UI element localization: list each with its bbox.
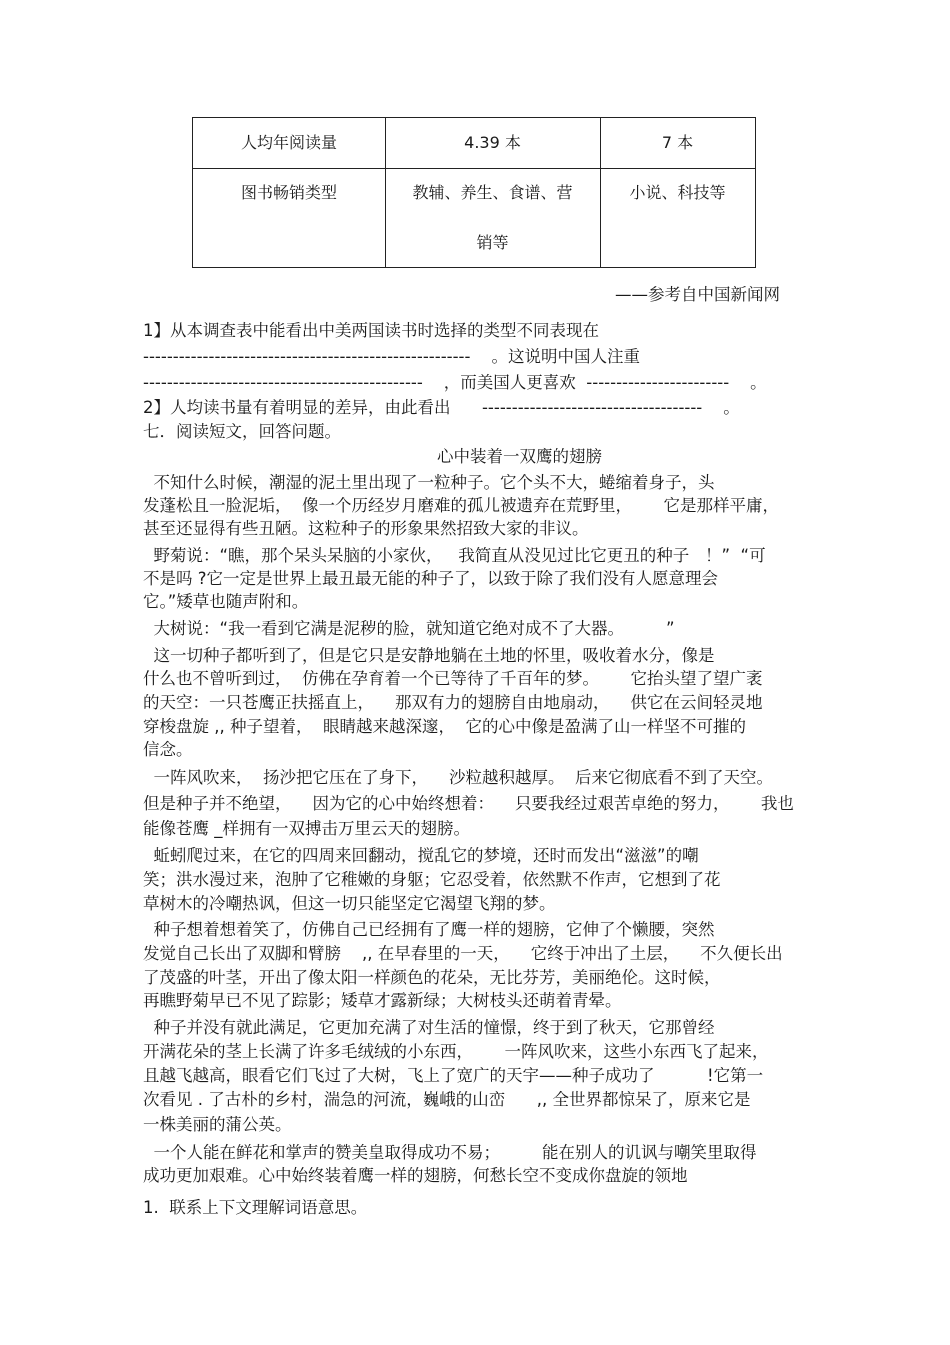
source-note: ——参考自中国新闻网 [615,285,780,304]
article-title: 心中装着一双鹰的翅膀 [437,447,602,466]
article-line: 且越飞越高，眼看它们飞过了大树，飞上了宽广的天宇——种子成功了 !它第一 [143,1066,764,1085]
article-line: 蚯蚓爬过来，在它的四周来回翻动，搅乱它的梦境，还时而发出“滋滋”的嘲 [143,846,699,865]
article-line: 什么也不曾听到过， 仿佛在孕育着一个已等待了千百年的梦。 它抬头望了望广袤 [143,669,763,688]
question-1-line-2: ------------------------------------------------------- 。这说明中国人注重 [143,347,640,366]
article-line: 一株美丽的蒲公英。 [143,1115,292,1134]
table-cell-usa: 小说、科技等 [629,183,726,202]
article-line: 再瞧野菊早已不见了踪影；矮草才露新绿；大树枝头还萌着青晕。 [143,991,622,1010]
article-line: 不知什么时候，潮湿的泥土里出现了一粒种子。它个头不大，蜷缩着身子，头 [143,473,715,492]
table-cell-label: 人均年阅读量 [240,133,337,152]
article-line: 的天空：一只苍鹰正扶摇直上， 那双有力的翅膀自由地扇动， 供它在云间轻灵地 [143,693,763,712]
article-line: 甚至还显得有些丑陋。这粒种子的形象果然招致大家的非议。 [143,519,589,538]
final-question: 1. 联系上下文理解词语意思。 [143,1198,368,1217]
article-line: 但是种子并不绝望， 因为它的心中始终想着： 只要我经过艰苦卓绝的努力， 我也 [143,794,794,813]
article-line: 大树说：“我一看到它满是泥秽的脸，就知道它绝对成不了大器。 ” [143,619,675,638]
article-line: 它。”矮草也随声附和。 [143,592,309,611]
article-line: 了茂盛的叶茎，开出了像太阳一样颜色的花朵，无比芬芳，美丽绝伦。这时候， [143,968,721,987]
article-line: 草树木的冷嘲热讽，但这一切只能坚定它渴望飞翔的梦。 [143,894,556,913]
table-cell-label: 图书畅销类型 [240,183,337,202]
article-line: 一阵风吹来， 扬沙把它压在了身下， 沙粒越积越厚。 后来它彻底看不到了天空。 [143,768,773,787]
section-7-heading: 七．阅读短文，回答问题。 [143,422,341,441]
article-line: 不是吗 ?它一定是世界上最丑最无能的种子了，以致于除了我们没有人愿意理会 [143,569,719,588]
article-line: 次看见 . 了古朴的乡村，湍急的河流，巍峨的山峦 ,, 全世界都惊呆了，原来它是 [143,1090,751,1109]
data-table [192,117,756,268]
question-2: 2】人均读书量有着明显的差异，由此看出 ------------------------------------- 。 [143,398,740,417]
article-line: 笑；洪水漫过来，泡肿了它稚嫩的身躯；它忍受着，依然默不作声，它想到了花 [143,870,721,889]
article-line: 能像苍鹰 _样拥有一双搏击万里云天的翅膀。 [143,819,470,838]
table-cell-usa: 7 本 [661,133,694,152]
article-line: 信念。 [143,740,193,759]
table-cell-china-cont: 销等 [476,233,509,252]
article-line: 一个人能在鲜花和掌声的赞美皇取得成功不易； 能在别人的讥讽与嘲笑里取得 [143,1143,757,1162]
article-line: 开满花朵的茎上长满了许多毛绒绒的小东西， 一阵风吹来，这些小东西飞了起来， [143,1042,769,1061]
article-line: 野菊说：“瞧，那个呆头呆脑的小家伙， 我简直从没见过比它更丑的种子 ！” “可 [143,546,766,565]
article-line: 穿梭盘旋 ,, 种子望着， 眼睛越来越深邃， 它的心中像是盈满了山一样坚不可摧的 [143,717,746,736]
article-line: 发蓬松且一脸泥垢， 像一个历经岁月磨难的孤儿被遗弃在荒野里， 它是那样平庸， [143,496,779,515]
table-cell-china: 教辅、养生、食谱、营 [412,183,573,202]
question-1-line-1: 1】从本调查表中能看出中美两国读书时选择的类型不同表现在 [143,321,599,340]
table-divider [193,168,755,169]
article-line: 成功更加艰难。心中始终装着鹰一样的翅膀，何愁长空不变成你盘旋的领地 [143,1166,688,1185]
article-line: 种子并没有就此满足，它更加充满了对生活的憧憬，终于到了秋天，它那曾经 [143,1018,715,1037]
table-cell-china: 4.39 本 [464,133,521,152]
article-line: 发觉自己长出了双脚和臂膀 ,, 在早春里的一天， 它终于冲出了土层， 不久便长出 [143,944,783,963]
article-line: 这一切种子都听到了，但是它只是安静地躺在土地的怀里，吸收着水分，像是 [143,646,715,665]
question-1-line-3: ----------------------------------------------- ，而美国人更喜欢 ------------------------ 。 [143,373,767,392]
article-line: 种子想着想着笑了，仿佛自己已经拥有了鹰一样的翅膀，它伸了个懒腰，突然 [143,920,715,939]
